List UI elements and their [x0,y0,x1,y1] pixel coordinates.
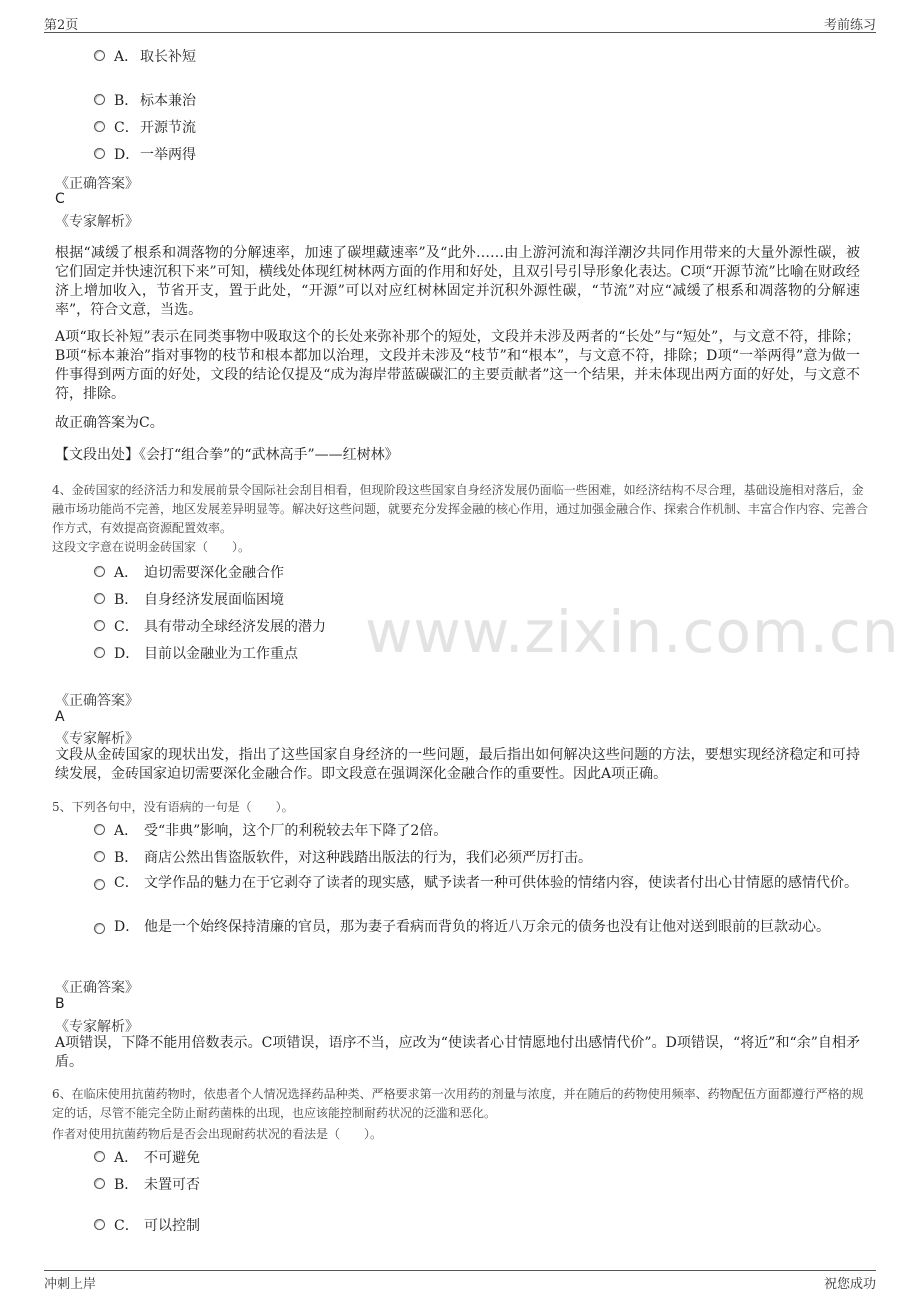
radio-icon[interactable] [94,50,105,61]
radio-icon[interactable] [94,1178,105,1189]
question-prompt: 这段文字意在说明金砖国家（ ）。 [52,540,251,554]
analysis-label: 《专家解析》 [55,1019,139,1035]
footer-left-text: 冲刺上岸 [44,1277,97,1292]
header-page-number: 第2页 [44,18,79,33]
watermark: www.zixin.com.cn [365,598,900,666]
question-stem: 6、在临床使用抗菌药物时，依患者个人情况选择药品种类、严格要求第一次用药的剂量与浓度，并在随后的药物使用频率、药物配伍方面都遵行严格的规定的话，尽管不能完全防止耐药菌株的出现，也应该能控制耐药状况的泛滥和恶化。 [52,1087,864,1120]
analysis-label: 《专家解析》 [55,214,139,230]
analysis-paragraph: 根据“减缓了根系和凋落物的分解速率，加速了碳埋藏速率”及“此外……由上游河流和海洋潮汐共同作用带来的大量外源性碳，被它们固定并快速沉积下来”可知，横线处体现红树林两方面的作用和好处，且双引号引导形象化表达。C项“开源节流”比喻在财政经济上增加收入，节省开支，置于此处，“开源”可以对应红树林固定并沉积外源性碳，“节流”对应“减缓了根系和凋落物的分解速率”，符合文意，当选。 [55,245,860,318]
radio-icon[interactable] [94,824,105,835]
radio-icon[interactable] [94,1219,105,1230]
option-d[interactable]: D． 他是一个始终保持清廉的官员，那为妻子看病而背负的将近八万余元的债务也没有让他对送到眼前的巨款动心。 [92,917,862,937]
radio-icon[interactable] [94,148,105,159]
radio-icon[interactable] [94,121,105,132]
question-stem: 5、下列各句中，没有语病的一句是（ ）。 [52,800,294,814]
analysis-paragraph: A项错误，下降不能用倍数表示。C项错误，语序不当，应改为“使读者心甘情愿地付出感情代价”。D项错误，“将近”和“余”自相矛盾。 [55,1035,860,1070]
radio-icon[interactable] [94,94,105,105]
footer-divider [44,1270,876,1271]
answer-value: C [55,191,65,207]
answer-label: 《正确答案》 [55,176,139,192]
answer-label: 《正确答案》 [55,980,139,996]
source-note: 【文段出处】《会打“组合拳”的“武林高手”——红树林》 [55,447,399,463]
answer-label: 《正确答案》 [55,693,139,709]
footer-right-text: 祝您成功 [823,1277,876,1292]
radio-icon[interactable] [94,851,105,862]
analysis-paragraph: 文段从金砖国家的现状出发，指出了这些国家自身经济的一些问题，最后指出如何解决这些问题的方法，要想实现经济稳定和可持续发展，金砖国家迫切需要深化金融合作。即文段意在强调深化金融合作的重要性。因此A项正确。 [55,747,860,782]
analysis-conclusion: 故正确答案为C。 [55,415,164,431]
radio-icon[interactable] [94,647,105,658]
question-prompt: 作者对使用抗菌药物后是否会出现耐药状况的看法是（ ）。 [52,1127,383,1141]
header-title: 考前练习 [823,18,876,33]
radio-icon[interactable] [94,1151,105,1162]
radio-icon[interactable] [94,923,105,934]
option-c[interactable]: C． 文学作品的魅力在于它剥夺了读者的现实感，赋予读者一种可供体验的情绪内容，使读者付出心甘情愿的感情代价。 [92,873,862,893]
analysis-label: 《专家解析》 [55,731,139,747]
analysis-paragraph: A项“取长补短”表示在同类事物中吸取这个的长处来弥补那个的短处，文段并未涉及两者的“长处”与“短处”，与文意不符，排除；B项“标本兼治”指对事物的枝节和根本都加以治理，文段并未涉及“枝节”和“根本”，与文意不符，排除；D项“一举两得”意为做一件事得到两方面的好处，文段的结论仅提及“成为海岸带蓝碳碳汇的主要贡献者”这一个结果，并未体现出两方面的好处，与文意不符，排除。 [55,329,860,402]
radio-icon[interactable] [94,620,105,631]
radio-icon[interactable] [94,879,105,890]
question-stem: 4、金砖国家的经济活力和发展前景令国际社会刮目相看，但现阶段这些国家自身经济发展仍面临一些困难，如经济结构不尽合理，基础设施相对落后，金融市场功能尚不完善，地区发展差异明显等。解决好这些问题，就要充分发挥金融的核心作用，通过加强金融合作、探索合作机制、丰富合作内容、完善合作方式，有效提高资源配置效率。 [52,483,869,535]
radio-icon[interactable] [94,566,105,577]
header-divider [44,32,876,33]
answer-value: B [55,996,65,1012]
radio-icon[interactable] [94,593,105,604]
answer-value: A [55,709,65,725]
